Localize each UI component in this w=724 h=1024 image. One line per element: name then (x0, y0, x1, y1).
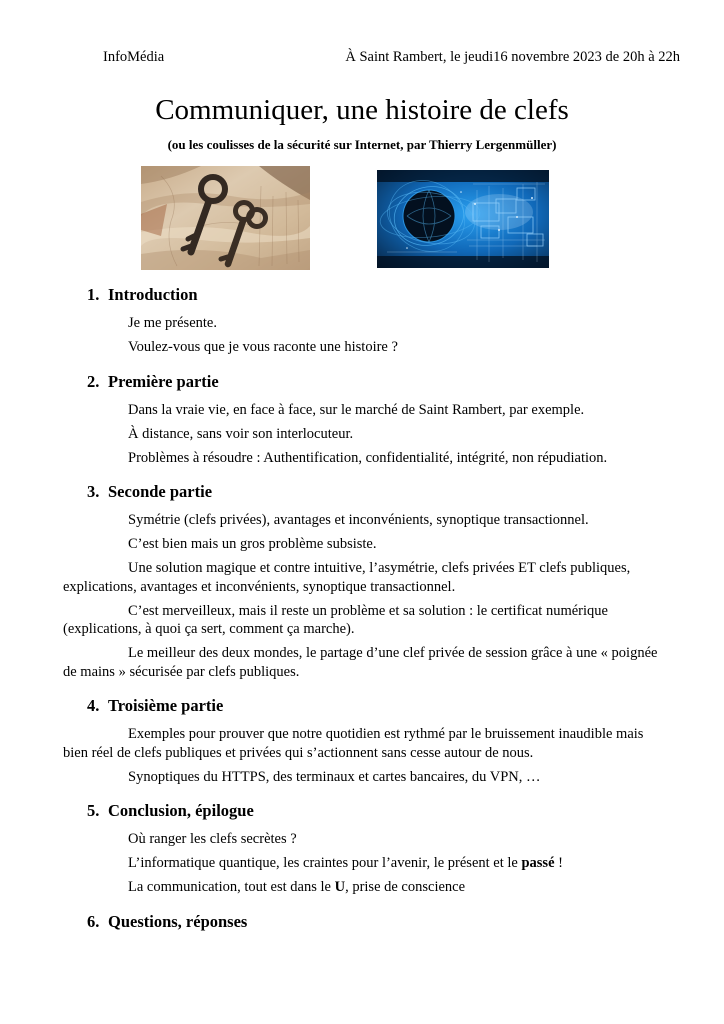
header-date-location: À Saint Rambert, le jeudi16 novembre 2023 de 20h à 22h (345, 49, 680, 65)
paragraph: Voulez-vous que je vous raconte une histoire ? (128, 339, 398, 355)
section-number: 2. (87, 371, 100, 391)
paragraph: À distance, sans voir son interlocuteur. (128, 425, 354, 442)
paragraph (63, 878, 663, 897)
document-body (63, 285, 663, 932)
section-title: Conclusion, épilogue (108, 801, 254, 820)
section-heading-troisieme-partie (87, 696, 663, 716)
digital-network-photo (377, 170, 549, 268)
paragraph-text: ! (554, 855, 563, 871)
section-title: Première partie (108, 371, 219, 391)
section-heading-premiere-partie (87, 372, 663, 392)
paragraph: Exemples pour prouver que notre quotidien est rythmé par le bruissement inaudible mais bien réel de clefs publiques et privées qui s’actionnent sans cesse autour de nous. (63, 726, 644, 761)
section-title: Seconde partie (108, 482, 213, 501)
paragraph: C’est bien mais un gros problème subsiste. (128, 536, 377, 552)
section-heading-seconde-partie (87, 482, 663, 502)
paragraph (63, 854, 663, 873)
section-number: 4. (87, 696, 100, 715)
paragraph-text: , prise de conscience (345, 879, 466, 895)
document-title: Communiquer, une histoire de clefs (155, 94, 569, 126)
antique-keys-photo (141, 166, 310, 270)
paragraph: Je me présente. (128, 315, 217, 331)
section-title: Introduction (108, 285, 198, 304)
paragraph: C’est merveilleux, mais il reste un problème et sa solution : le certificat numérique (explications, à quoi ça sert, comment ça marche). (63, 602, 608, 637)
paragraph: Une solution magique et contre intuitive, l’asymétrie, clefs privées ET clefs publiques, explications, avantages et inconvénients, synoptique transactionnel. (63, 560, 631, 595)
section-number: 5. (87, 801, 100, 820)
paragraph: Dans la vraie vie, en face à face, sur le marché de Saint Rambert, par exemple. (128, 401, 585, 418)
paragraph: Synoptiques du HTTPS, des terminaux et cartes bancaires, du VPN, … (128, 768, 541, 785)
paragraph: Le meilleur des deux mondes, le partage d’une clef privée de session grâce à une « poignée de mains » sécurisée par clefs publiques. (63, 645, 658, 680)
paragraph-bold-text: passé (521, 855, 555, 871)
paragraph: Symétrie (clefs privées), avantages et inconvénients, synoptique transactionnel. (128, 512, 589, 528)
section-heading-introduction (87, 285, 663, 305)
paragraph-text: L’informatique quantique, les craintes pour l’avenir, le présent et le (128, 855, 522, 871)
section-number: 1. (87, 285, 100, 304)
document-subtitle: (ou les coulisses de la sécurité sur Internet, par Thierry Lergenmüller) (167, 137, 557, 152)
paragraph: Où ranger les clefs secrètes ? (128, 831, 297, 847)
paragraph: Problèmes à résoudre : Authentification, confidentialité, intégrité, non répudiation. (128, 449, 608, 466)
section-heading-questions-reponses (87, 912, 663, 932)
document-header (0, 0, 724, 66)
section-heading-conclusion (87, 801, 663, 821)
section-title: Questions, réponses (108, 911, 248, 931)
section-title: Troisième partie (108, 696, 224, 715)
section-number: 6. (87, 911, 100, 931)
illustrations-row (0, 166, 724, 270)
paragraph-bold-text: U (334, 879, 346, 895)
section-number: 3. (87, 482, 100, 501)
paragraph-text: La communication, tout est dans le (128, 879, 335, 895)
header-organization: InfoMédia (103, 49, 165, 65)
